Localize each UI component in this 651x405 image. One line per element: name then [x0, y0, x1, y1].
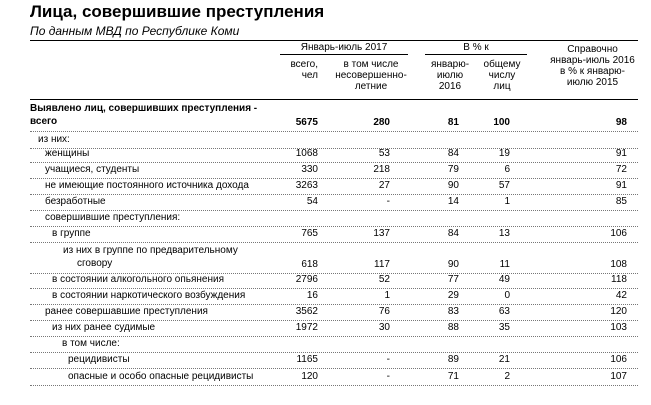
cell-pct-prev: 83 — [447, 306, 459, 317]
cell-total: 3263 — [295, 180, 318, 191]
cell-pct-prev: 79 — [447, 164, 459, 175]
row-label — [63, 244, 238, 270]
cell-minors: 53 — [378, 148, 390, 159]
cell-minors: 218 — [373, 164, 390, 175]
cell-ref: 72 — [615, 164, 627, 175]
cell-pct-total: 21 — [498, 354, 510, 365]
row-label-line: женщины — [45, 148, 90, 159]
table-row — [0, 337, 651, 351]
cell-ref: 91 — [615, 148, 627, 159]
row-label-line: учащиеся, студенты — [45, 164, 140, 175]
row-label — [45, 147, 89, 160]
cell-pct-prev: 71 — [447, 371, 459, 382]
row-label — [52, 289, 245, 302]
header-reference-line: январь-июль 2016 — [550, 55, 635, 66]
cell-pct-total: 19 — [498, 148, 510, 159]
cell-pct-prev: 77 — [447, 274, 459, 285]
header-pct-total-line: числу — [488, 70, 516, 81]
cell-total: 618 — [301, 259, 318, 270]
cell-ref: 107 — [610, 371, 627, 382]
table-row — [0, 179, 651, 193]
cell-ref: 91 — [615, 180, 627, 191]
row-label-line: сговору — [77, 258, 113, 269]
cell-minors: 30 — [378, 322, 390, 333]
row-label — [62, 337, 120, 350]
header-pct-prev-line: июлю — [436, 70, 464, 81]
row-separator — [30, 242, 638, 243]
cell-total: 1972 — [295, 322, 318, 333]
header-reference-line: июлю 2015 — [566, 77, 619, 88]
cell-pct-total: 13 — [498, 228, 510, 239]
cell-minors: - — [386, 196, 390, 207]
table-row — [0, 370, 651, 384]
row-separator — [30, 368, 638, 369]
table-row — [0, 133, 651, 147]
cell-minors: 1 — [384, 290, 390, 301]
header-reference-line: Справочно — [567, 44, 618, 55]
row-label — [45, 211, 180, 224]
header-minors — [335, 59, 407, 92]
table-row — [0, 211, 651, 225]
row-label — [38, 133, 70, 146]
cell-pct-total: 57 — [498, 180, 510, 191]
cell-total: 120 — [301, 371, 318, 382]
cell-pct-prev: 90 — [447, 180, 459, 191]
cell-minors: - — [386, 354, 390, 365]
row-label-line: безработные — [45, 196, 106, 207]
row-label-line: совершившие преступления: — [45, 212, 181, 223]
table-row — [0, 289, 651, 303]
cell-pct-prev: 84 — [447, 228, 459, 239]
cell-ref: 120 — [610, 306, 627, 317]
page-subtitle: По данным МВД по Республике Коми — [30, 24, 240, 38]
cell-pct-total: 11 — [499, 259, 510, 270]
row-label — [52, 227, 91, 240]
header-total — [280, 59, 318, 81]
header-pct-total-line: общему — [483, 59, 521, 70]
row-label — [45, 179, 249, 192]
table-row — [0, 195, 651, 209]
row-label — [68, 370, 253, 383]
cell-total: 54 — [306, 196, 318, 207]
cell-total: 2796 — [295, 274, 318, 285]
table-row — [0, 305, 651, 319]
page-title: Лица, совершившие преступления — [30, 2, 325, 21]
cell-pct-total: 1 — [504, 196, 510, 207]
header-minors-line: летние — [354, 81, 388, 92]
table-row — [0, 147, 651, 161]
cell-ref: 98 — [615, 117, 627, 128]
header-minors-line: несовершенно- — [335, 70, 407, 81]
table-row — [0, 353, 651, 367]
cell-total: 1165 — [296, 354, 318, 365]
cell-minors: 27 — [378, 180, 390, 191]
cell-ref: 42 — [615, 290, 627, 301]
table-row — [0, 244, 651, 272]
cell-ref: 85 — [615, 196, 627, 207]
table-row — [0, 102, 651, 130]
row-label-line: из них в группе по предварительному — [63, 245, 238, 256]
cell-total: 1068 — [295, 148, 318, 159]
row-label — [45, 195, 106, 208]
row-label-line: из них ранее судимые — [52, 322, 156, 333]
table-row — [0, 163, 651, 177]
cell-pct-total: 0 — [504, 290, 510, 301]
cell-minors: - — [386, 371, 390, 382]
cell-total: 3562 — [295, 306, 318, 317]
row-label-line: опасные и особо опасные рецидивисты — [68, 371, 254, 382]
group-underline-pct — [425, 54, 527, 55]
header-group-jan-jul-text: Январь-июль 2017 — [300, 42, 388, 53]
cell-ref: 106 — [610, 354, 627, 365]
cell-pct-total: 63 — [498, 306, 510, 317]
cell-pct-prev: 89 — [447, 354, 459, 365]
row-separator — [30, 385, 638, 386]
cell-pct-total: 6 — [504, 164, 510, 175]
row-label — [45, 163, 139, 176]
header-total-line: всего, — [290, 59, 318, 70]
cell-total: 765 — [301, 228, 318, 239]
row-label-line: из них: — [38, 134, 70, 145]
row-label — [45, 305, 208, 318]
cell-minors: 52 — [378, 274, 390, 285]
table-row — [0, 321, 651, 335]
cell-pct-prev: 14 — [447, 196, 459, 207]
cell-ref: 106 — [610, 228, 627, 239]
cell-pct-prev: 90 — [447, 259, 459, 270]
header-reference-line: в % к январю- — [559, 66, 625, 77]
cell-minors: 137 — [373, 228, 390, 239]
header-pct-total — [477, 59, 527, 92]
cell-total: 5675 — [295, 117, 318, 128]
row-label — [52, 273, 224, 286]
row-label — [68, 353, 130, 366]
cell-ref: 108 — [610, 259, 627, 270]
row-label — [30, 102, 257, 128]
cell-pct-prev: 84 — [447, 148, 459, 159]
table-row — [0, 227, 651, 241]
table-row — [0, 273, 651, 287]
cell-total: 16 — [306, 290, 318, 301]
header-pct-prev-line: январю- — [430, 59, 470, 70]
cell-pct-total: 2 — [504, 371, 510, 382]
row-label-line: Выявлено лиц, совершивших преступления - — [30, 103, 258, 114]
header-pct-prev — [425, 59, 475, 92]
header-minors-line: в том числе — [343, 59, 399, 70]
row-label-line: рецидивисты — [68, 354, 130, 365]
table-top-rule — [30, 40, 638, 41]
row-label-line: не имеющие постоянного источника дохода — [45, 180, 249, 191]
row-label-line: в том числе: — [62, 338, 120, 349]
row-separator — [30, 131, 638, 132]
cell-minors: 117 — [374, 259, 390, 270]
cell-minors: 76 — [378, 306, 390, 317]
header-group-pct — [425, 42, 527, 53]
row-label-line: ранее совершавшие преступления — [45, 306, 208, 317]
row-label — [52, 321, 155, 334]
row-label-line: в состоянии наркотического возбуждения — [52, 290, 246, 301]
cell-minors: 280 — [373, 117, 390, 128]
cell-total: 330 — [301, 164, 318, 175]
header-pct-total-line: лиц — [493, 81, 511, 92]
cell-ref: 118 — [611, 274, 627, 285]
header-total-line: чел — [301, 70, 318, 81]
cell-pct-prev: 81 — [447, 117, 459, 128]
cell-pct-prev: 88 — [447, 322, 459, 333]
cell-pct-prev: 29 — [447, 290, 459, 301]
header-pct-prev-line: 2016 — [438, 81, 462, 92]
group-underline-jan-jul — [280, 54, 408, 55]
header-group-jan-jul — [280, 42, 408, 53]
row-label-line: в состоянии алкогольного опьянения — [52, 274, 225, 285]
row-label-line: всего — [30, 116, 58, 127]
header-group-pct-text: В % к — [463, 42, 489, 53]
cell-ref: 103 — [610, 322, 627, 333]
cell-pct-total: 35 — [498, 322, 510, 333]
row-label-line: в группе — [52, 228, 91, 239]
cell-pct-total: 100 — [493, 117, 510, 128]
header-reference — [545, 44, 640, 88]
cell-pct-total: 49 — [498, 274, 510, 285]
header-bottom-rule — [30, 99, 638, 100]
